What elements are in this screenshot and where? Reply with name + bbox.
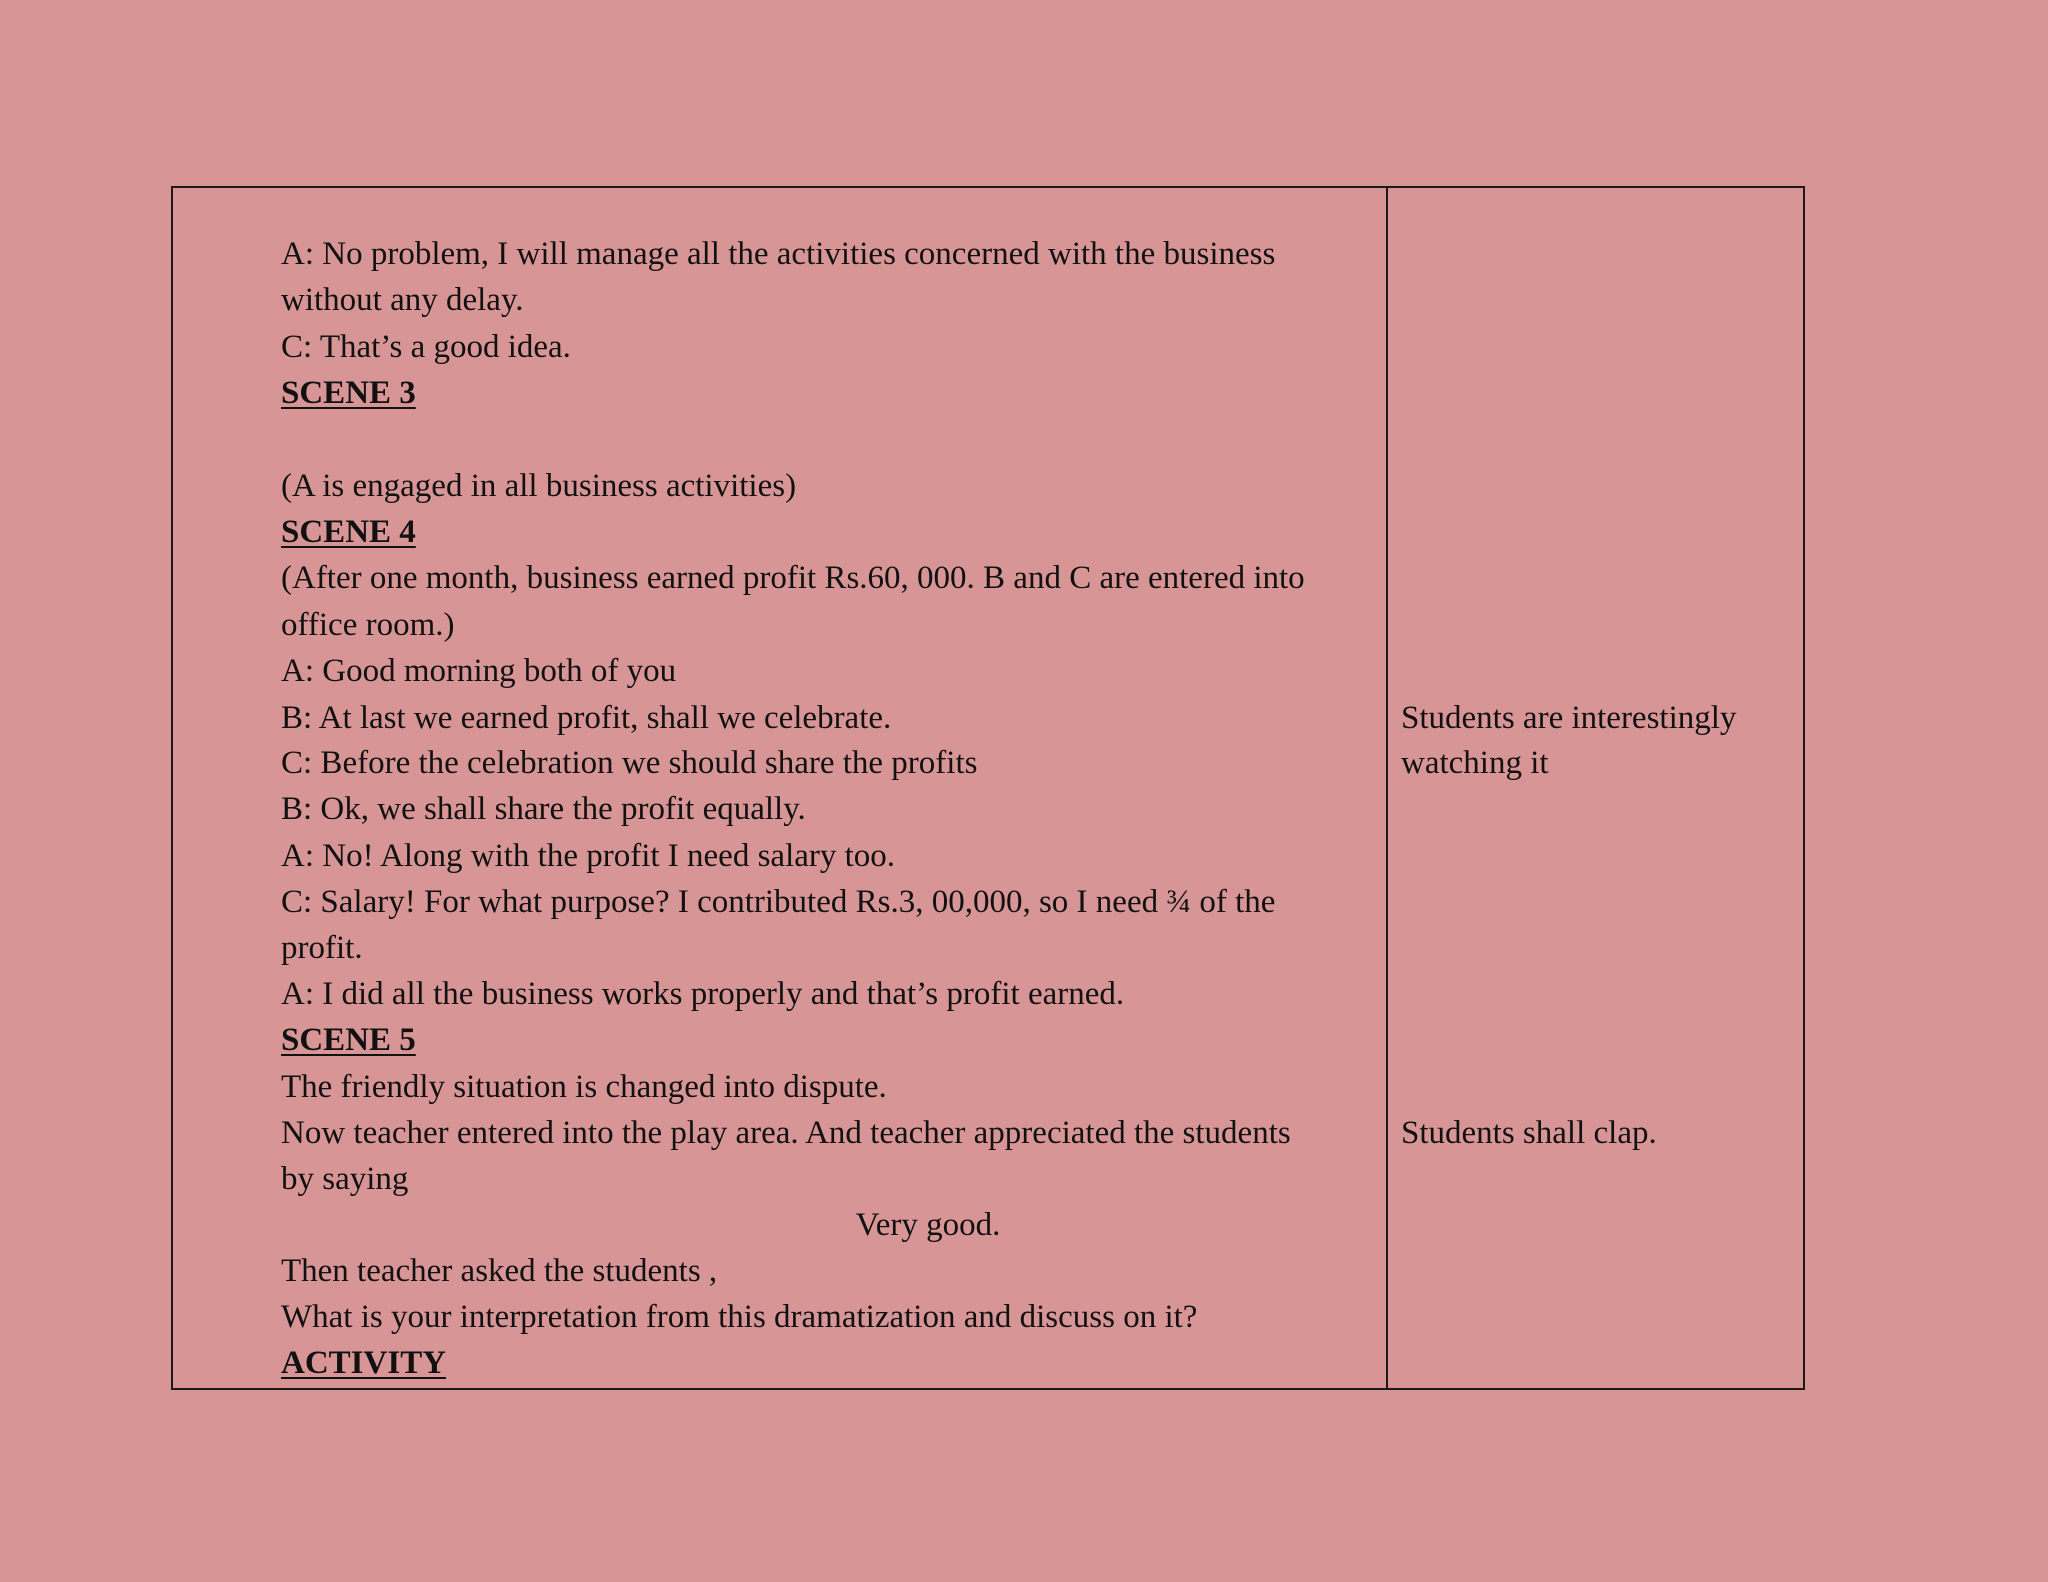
lesson-plan-table bbox=[171, 186, 1805, 1390]
stage-direction: (After one month, business earned profit Rs.60, 000. B and C are entered into bbox=[281, 560, 1305, 596]
dialogue-line: C: That’s a good idea. bbox=[281, 329, 571, 365]
dialogue-line: without any delay. bbox=[281, 282, 524, 318]
dialogue-line: C: Salary! For what purpose? I contributed Rs.3, 00,000, so I need ¾ of the bbox=[281, 884, 1276, 920]
narration-line: Then teacher asked the students , bbox=[281, 1253, 718, 1289]
stage-direction: (A is engaged in all business activities) bbox=[281, 468, 797, 504]
dialogue-line: profit. bbox=[281, 930, 363, 966]
narration-line: by saying bbox=[281, 1161, 409, 1197]
dialogue-line: B: At last we earned profit, shall we celebrate. bbox=[281, 700, 892, 736]
dialogue-line: C: Before the celebration we should share the profits bbox=[281, 745, 978, 781]
narration-line: The friendly situation is changed into dispute. bbox=[281, 1069, 887, 1105]
scene-4-heading: SCENE 4 bbox=[281, 514, 416, 550]
dialogue-line: A: I did all the business works properly and that’s profit earned. bbox=[281, 976, 1125, 1012]
student-response: watching it bbox=[1401, 745, 1549, 781]
narration-line: Now teacher entered into the play area. And teacher appreciated the students bbox=[281, 1115, 1291, 1151]
activity-heading: ACTIVITY bbox=[281, 1345, 447, 1381]
student-response: Students are interestingly bbox=[1401, 700, 1737, 736]
discussion-question: What is your interpretation from this dramatization and discuss on it? bbox=[281, 1299, 1198, 1335]
stage-direction: office room.) bbox=[281, 607, 455, 643]
dialogue-line: A: No! Along with the profit I need salary too. bbox=[281, 838, 896, 874]
dialogue-line: A: Good morning both of you bbox=[281, 653, 677, 689]
dialogue-line: A: No problem, I will manage all the activities concerned with the business bbox=[281, 236, 1276, 272]
scene-3-heading: SCENE 3 bbox=[281, 375, 416, 411]
teacher-praise: Very good. bbox=[855, 1207, 1001, 1243]
scene-5-heading: SCENE 5 bbox=[281, 1022, 416, 1058]
student-response: Students shall clap. bbox=[1401, 1115, 1657, 1151]
dialogue-line: B: Ok, we shall share the profit equally. bbox=[281, 791, 806, 827]
